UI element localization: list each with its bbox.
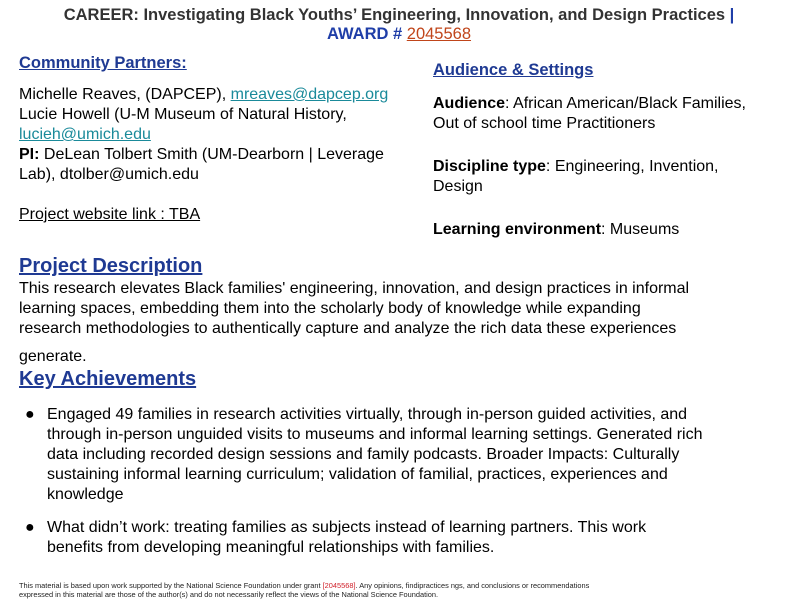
achievements-list [21,405,791,558]
achievement-2-line-1: What didn’t work: treating families as subjects instead of learning partners. This work [47,519,647,536]
disclaimer-line-1 [19,581,789,590]
pi-row [19,145,419,165]
partner-2 [19,105,419,125]
environment-row [433,220,679,240]
audience-value-2: Out of school time Practitioners [433,115,656,132]
partner-2-name: Lucie Howell (U-M Museum of Natural History, [19,106,347,123]
achievement-1-line-5: knowledge [47,486,124,503]
discipline-row [433,157,793,177]
partner-2-email-link[interactable]: lucieh@umich.edu [19,126,151,143]
project-website-link[interactable]: Project website link : TBA [19,206,201,223]
partner-1-name: Michelle Reaves, (DAPCEP), [19,86,227,103]
partner-2-email-row [19,125,419,145]
achievement-item-2 [21,518,791,558]
title-separator: | [729,6,735,24]
pi-line-2: Lab), dtolber@umich.edu [19,166,199,183]
audience-value-1: : African American/Black Families, [505,95,746,112]
environment-value: : Museums [601,221,680,238]
achievement-2-line-2: benefits from developing meaningful relationships with families. [47,539,495,556]
page-title [0,6,798,44]
title-text: CAREER: Investigating Black Youths’ Engineering, Innovation, and Design Practices [63,6,726,24]
pi-label: PI: [19,146,40,163]
achievement-1-line-1: Engaged 49 families in research activities virtually, through in-person guided activities, and [47,406,688,423]
project-description-text [19,279,789,367]
disclaimer-pre: This material is based upon work supported by the National Science Foundation under grant [19,581,321,590]
bullet-icon: ● [25,406,35,423]
project-description-heading: Project Description [19,255,203,277]
description-line-4: generate. [19,348,87,365]
description-line-3: research methodologies to authentically capture and analyze the rich data these experiences [19,320,677,337]
audience-row [433,94,793,114]
disclaimer-grant: [2045568] [322,581,356,590]
partner-1 [19,85,419,105]
achievement-1-line-2: through in-person unguided visits to museums and informal learning settings. Generated rich [47,426,703,443]
community-partners-heading: Community Partners: [19,54,187,72]
bullet-icon: ● [25,519,35,536]
pi-line-1: DeLean Tolbert Smith (UM-Dearborn | Leverage [43,146,384,163]
disclaimer-post: . Any opinions, findipractices ngs, and conclusions or recommendations [355,581,590,590]
achievement-1-line-4: sustaining informal learning curriculum; validation of familial, practices, experiences and [47,466,668,483]
title-line-2 [0,25,798,44]
achievement-1-line-3: data including recorded design sessions and family podcasts. Broader Impacts: Culturally [47,446,680,463]
audience-block [433,94,793,134]
audience-settings-heading: Audience & Settings [433,61,594,79]
discipline-value-1: : Engineering, Invention, [545,158,719,175]
award-label: AWARD # [326,25,403,43]
funding-disclaimer [19,581,789,599]
achievement-item-1 [21,405,791,505]
environment-label: Learning environment [433,221,602,238]
partner-1-email-link[interactable]: mreaves@dapcep.org [230,86,389,103]
audience-label: Audience [433,95,506,112]
disclaimer-line-2: expressed in this material are those of the author(s) and do not necessarily reflect the views of the National Science Foundation. [19,590,439,599]
discipline-label: Discipline type [433,158,546,175]
description-line-2: learning spaces, embedding them into the scholarly body of knowledge while expanding [19,300,641,317]
award-number-link[interactable]: 2045568 [406,25,472,43]
title-line-1 [0,6,798,25]
description-line-1: This research elevates Black families' engineering, innovation, and design practices in informal [19,280,690,297]
discipline-block [433,157,793,197]
discipline-value-2: Design [433,178,483,195]
key-achievements-heading: Key Achievements [19,368,197,390]
community-partners-block [19,85,419,185]
